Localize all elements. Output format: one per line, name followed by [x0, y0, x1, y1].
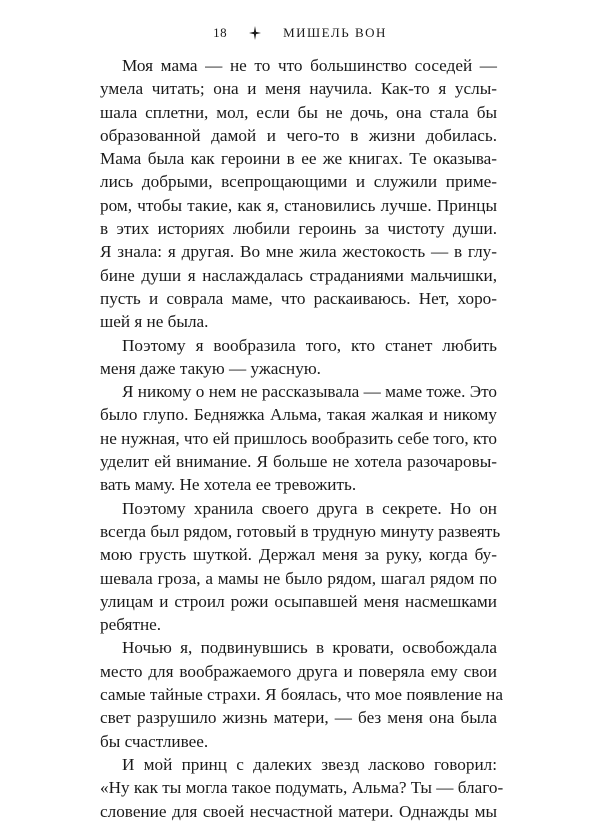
text-line: бы счастливее.	[100, 731, 209, 751]
text-line: И мой принц с далеких звезд ласково говорил:	[122, 754, 497, 774]
text-line: «Ну как ты могла такое подумать, Альма? Ты — благо-	[100, 778, 504, 798]
text-line: шевала гроза, а мамы не было рядом, шагал рядом по	[100, 568, 497, 588]
text-line: образованной дамой и чего-то в жизни добилась.	[100, 125, 497, 145]
text-line: Мама была как героини в ее же книгах. Те оказыва-	[100, 149, 497, 169]
text-line: меня даже такую — ужасную.	[100, 358, 321, 378]
text-line: мою грусть шуткой. Держал меня за руку, когда бу-	[100, 545, 497, 565]
running-head-author: МИШЕЛЬ ВОН	[283, 25, 387, 40]
page-number: 18	[213, 25, 228, 40]
text-line: в этих историях любили героинь за чистоту души.	[100, 219, 497, 239]
text-line: шала сплетни, мол, если бы не дочь, она стала бы	[100, 102, 497, 122]
text-line: пусть и соврала маме, что раскаиваюсь. Нет, хоро-	[100, 288, 497, 308]
text-line: бине души я наслаждалась страданиями мальчишки,	[100, 265, 497, 285]
text-line: словение для своей несчастной матери. Однажды мы	[100, 801, 497, 821]
text-line: место для воображаемого друга и поверяла ему свои	[100, 661, 497, 681]
text-line: вать маму. Не хотела ее тревожить.	[100, 475, 357, 495]
running-head	[0, 22, 600, 44]
text-line: улицам и строил рожи осыпавшей меня насмешками	[100, 591, 497, 611]
text-line: уделит ей внимание. Я больше не хотела разочаровы-	[100, 452, 497, 472]
text-line: шей я не была.	[100, 312, 209, 332]
text-line: всегда был рядом, готовый в трудную минуту развеять	[100, 521, 501, 541]
text-line: Я никому о нем не рассказывала — маме тоже. Это	[122, 382, 497, 402]
text-line: умела читать; она и меня научила. Как-то я услы-	[100, 79, 497, 99]
text-line: ребятне.	[100, 615, 162, 635]
text-line: Ночью я, подвинувшись в кровати, освобождала	[122, 638, 497, 658]
text-line: было глупо. Бедняжка Альма, такая жалкая и никому	[100, 405, 497, 425]
body-text	[100, 54, 504, 823]
text-line: самые тайные страхи. Я боялась, что мое появление на	[100, 685, 503, 705]
text-line: Поэтому хранила своего друга в секрете. Но он	[122, 498, 497, 518]
four-point-star-icon	[249, 26, 261, 40]
text-line: Моя мама — не то что большинство соседей —	[122, 56, 497, 75]
text-line: Я знала: я другая. Во мне жила жестокость — в глу-	[100, 242, 497, 262]
text-line: лись добрыми, всепрощающими и служили приме-	[100, 172, 497, 192]
text-line: не нужная, что ей пришлось вообразить себе того, кто	[100, 428, 497, 448]
text-line: Поэтому я вообразила того, кто станет любить	[122, 335, 497, 355]
text-line: свет разрушило жизнь матери, — без меня она была	[100, 708, 497, 728]
text-line: ром, чтобы такие, как я, становились лучше. Принцы	[100, 195, 497, 215]
